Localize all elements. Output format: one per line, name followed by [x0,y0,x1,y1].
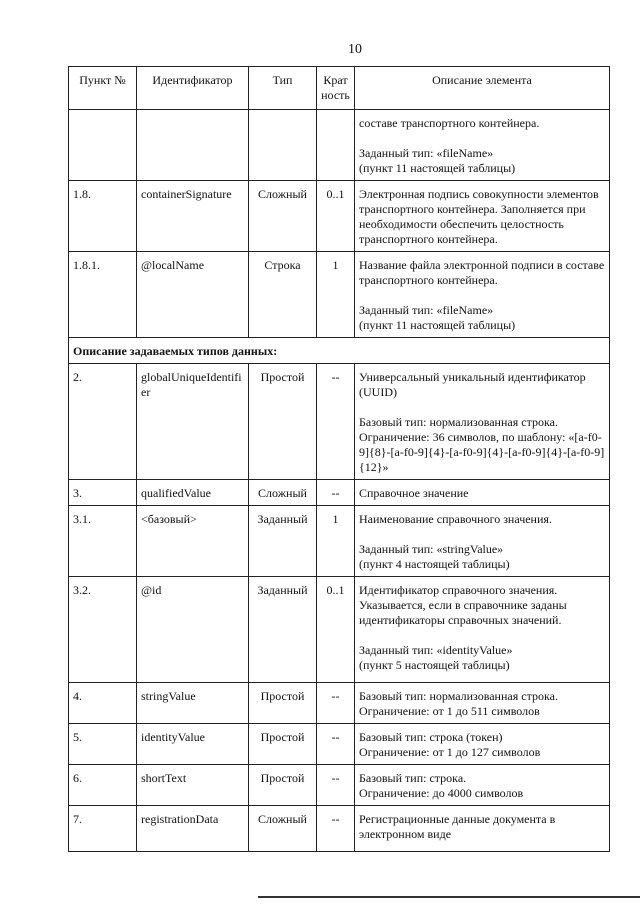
cell-cardinality: -- [317,724,355,765]
cell-cardinality: -- [317,683,355,724]
table-row [69,252,610,338]
description-line: Универсальный уникальный идентификатор (UUID) [359,370,586,399]
cell-cardinality: 0..1 [317,181,355,252]
description-line [359,400,605,415]
table-row [69,683,610,724]
description-line: Электронная подпись совокупности элементов транспортного контейнера. Заполняется при необходимости обеспечить целостность транспортного контейнера. [359,187,599,246]
cell-num: 2. [69,364,137,480]
cell-identifier: stringValue [137,683,249,724]
table-row [69,181,610,252]
cell-type [249,110,317,181]
description-line: Базовый тип: строка (токен) [359,730,503,744]
cell-description [355,765,610,806]
description-line: Ограничение: до 4000 символов [359,786,524,800]
cell-num: 7. [69,806,137,852]
cell-identifier: globalUniqueIdentifier [137,364,249,480]
header-cardinality: Крат ность [317,67,355,110]
description-line: Ограничение: от 1 до 127 символов [359,745,541,759]
cell-cardinality: 1 [317,506,355,577]
header-identifier: Идентификатор [137,67,249,110]
description-line [359,527,605,542]
cell-identifier: containerSignature [137,181,249,252]
description-line: (пункт 11 настоящей таблицы) [359,161,516,175]
description-line: Базовый тип: нормализованная строка. [359,689,558,703]
cell-identifier: qualifiedValue [137,480,249,506]
cell-type: Сложный [249,181,317,252]
description-line: Ограничение: от 1 до 511 символов [359,704,540,718]
description-line: Заданный тип: «fileName» [359,303,494,317]
cell-description [355,181,610,252]
description-line: Справочное значение [359,486,469,500]
description-line: Ограничение: 36 символов, по шаблону: «[a-f0-9]{8}-[a-f0-9]{4}-[a-f0-9]{4}-[a-f0-9]{4}-[a-f0-9]{12}» [359,430,605,474]
cell-cardinality: -- [317,364,355,480]
description-line: Наименование справочного значения. [359,512,552,526]
section-title: Описание задаваемых типов данных: [69,338,610,364]
cell-num: 5. [69,724,137,765]
cell-cardinality: 0..1 [317,577,355,683]
cell-num: 6. [69,765,137,806]
cell-cardinality: -- [317,480,355,506]
description-line: (пункт 11 настоящей таблицы) [359,318,516,332]
cell-num [69,110,137,181]
cell-type: Простой [249,724,317,765]
table-row [69,806,610,852]
table-row [69,364,610,480]
cell-description [355,724,610,765]
table-row [69,480,610,506]
description-line: Идентификатор справочного значения. Указывается, если в справочнике заданы идентификаторы справочных значений. [359,583,567,627]
description-line: Заданный тип: «identityValue» [359,643,513,657]
cell-cardinality: -- [317,765,355,806]
cell-num: 1.8.1. [69,252,137,338]
table-row [69,506,610,577]
cell-identifier: @id [137,577,249,683]
cell-identifier: shortText [137,765,249,806]
cell-description [355,252,610,338]
cell-type: Простой [249,683,317,724]
cell-identifier: <базовый> [137,506,249,577]
header-type: Тип [249,67,317,110]
cell-identifier: @localName [137,252,249,338]
description-line: Базовый тип: строка. [359,771,467,785]
header-num: Пункт № [69,67,137,110]
description-line [359,131,605,146]
cell-type: Сложный [249,480,317,506]
cell-type: Сложный [249,806,317,852]
cell-num: 4. [69,683,137,724]
cell-type: Простой [249,364,317,480]
section-row [69,338,610,364]
cell-description [355,480,610,506]
cell-identifier: registrationData [137,806,249,852]
cell-description [355,683,610,724]
description-line: Заданный тип: «fileName» [359,146,494,160]
table-header-row [69,67,610,110]
cell-description [355,364,610,480]
description-line: Регистрационные данные документа в электронном виде [359,812,556,841]
cell-num: 3. [69,480,137,506]
description-line [359,288,605,303]
description-line: Базовый тип: нормализованная строка. [359,415,558,429]
cell-num: 3.2. [69,577,137,683]
cell-type: Строка [249,252,317,338]
cell-type: Заданный [249,577,317,683]
description-line: Название файла электронной подписи в составе транспортного контейнера. [359,258,605,287]
description-line: (пункт 4 настоящей таблицы) [359,557,510,571]
scan-edge-line [258,896,640,898]
table-row [69,577,610,683]
cell-cardinality [317,110,355,181]
header-description: Описание элемента [355,67,610,110]
cell-description [355,506,610,577]
description-line: (пункт 5 настоящей таблицы) [359,658,510,672]
description-line [359,628,605,643]
cell-num: 1.8. [69,181,137,252]
elements-table [68,66,610,852]
cell-type: Простой [249,765,317,806]
cell-description [355,110,610,181]
table-row [69,724,610,765]
cell-cardinality: 1 [317,252,355,338]
cell-description [355,577,610,683]
cell-num: 3.1. [69,506,137,577]
page-number: 10 [348,42,362,57]
cell-type: Заданный [249,506,317,577]
table-row [69,765,610,806]
description-line: Заданный тип: «stringValue» [359,542,504,556]
cell-identifier [137,110,249,181]
cell-description [355,806,610,852]
cell-cardinality: -- [317,806,355,852]
description-line: составе транспортного контейнера. [359,116,540,130]
cell-identifier: identityValue [137,724,249,765]
table-row [69,110,610,181]
